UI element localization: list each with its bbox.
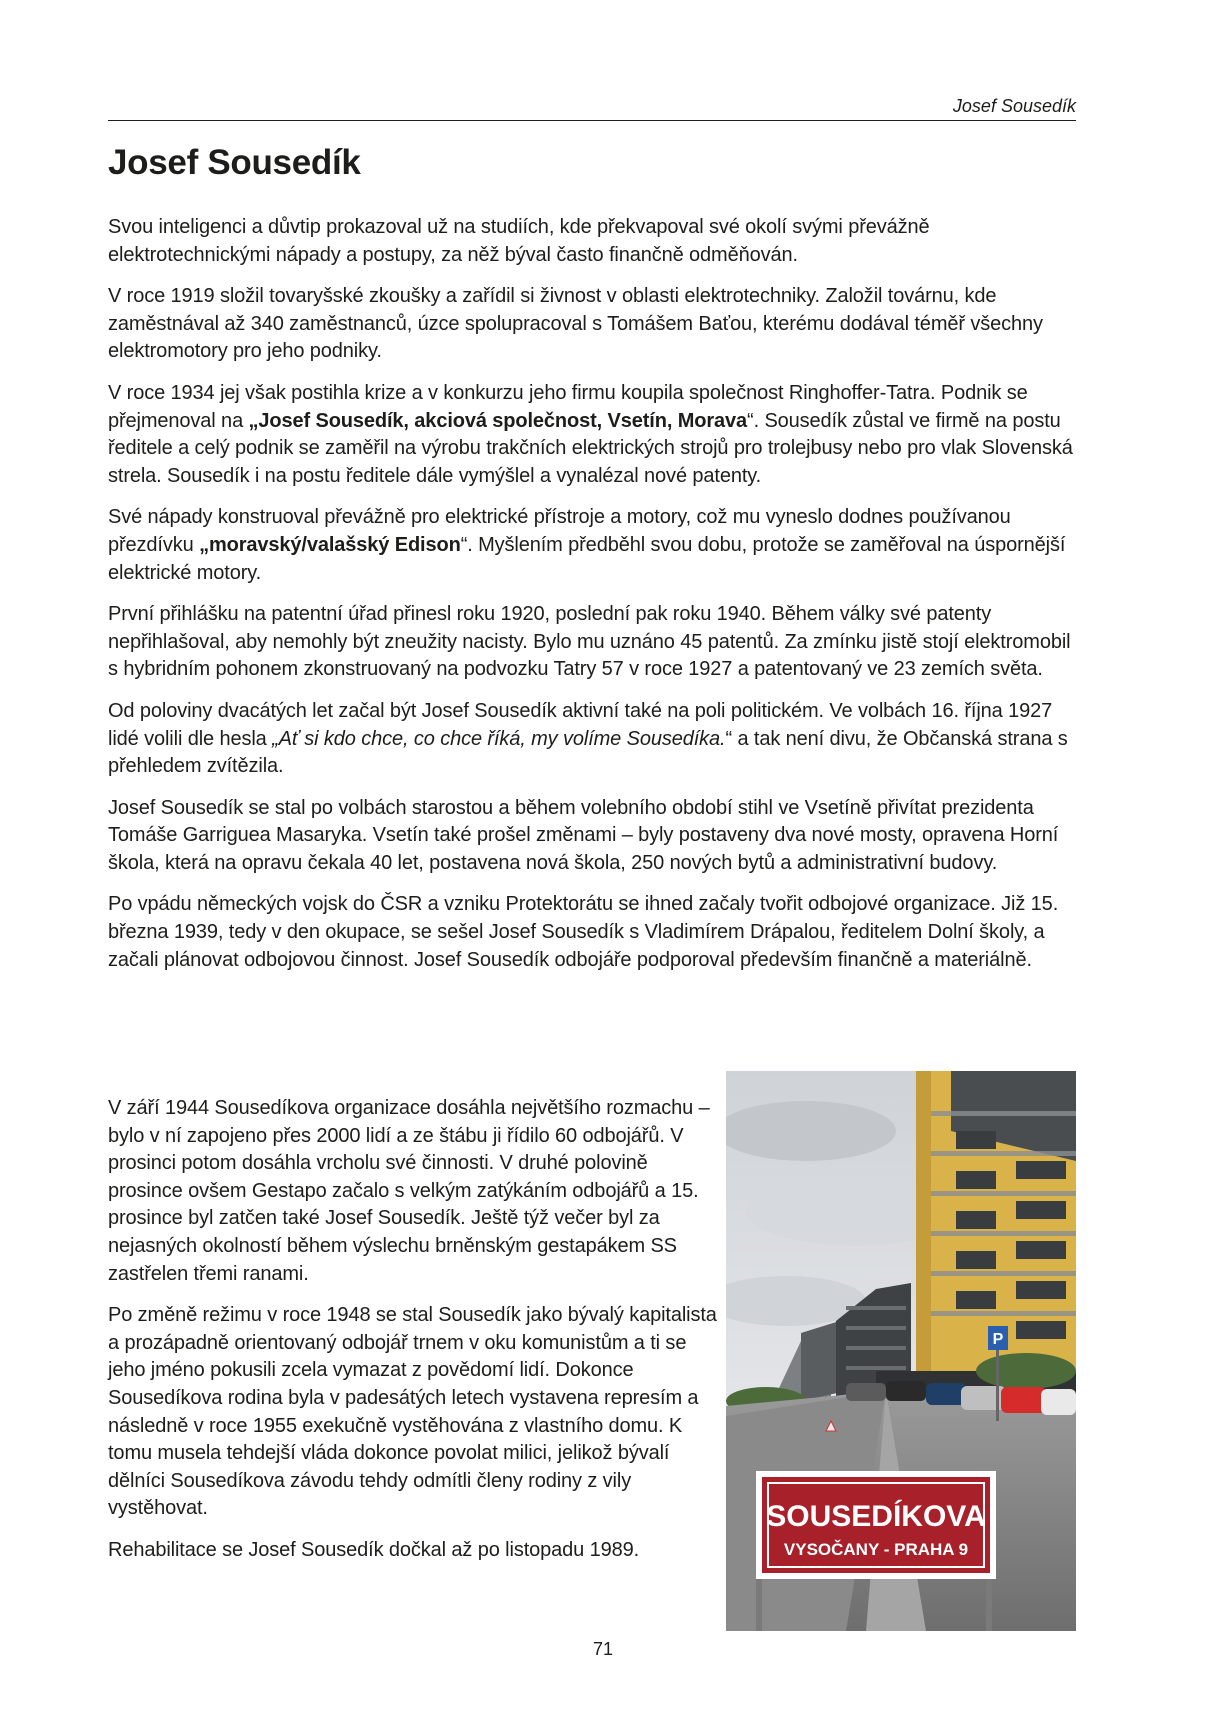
- paragraph-3: [108, 380, 1083, 490]
- page-number: 71: [592, 1639, 614, 1659]
- street-sign-district: VYSOČANY - PRAHA 9: [783, 1540, 969, 1559]
- paragraph-4-text-a: Své nápady konstruoval převážně pro elektrické přístroje a motory, což mu vyneslo dodnes používanou přezdívku: [108, 506, 1011, 556]
- paragraph-11: Rehabilitace se Josef Sousedík dočkal až po listopadu 1989.: [108, 1538, 640, 1561]
- nickname-bold: „moravský/valašský Edison: [199, 533, 461, 556]
- header-rule: [108, 120, 1076, 121]
- paragraph-6-text-b: “ a tak není divu, že Občanská strana s přehledem zvítězila.: [108, 727, 1068, 778]
- street-sign-name: SOUSEDÍKOVA: [766, 1500, 986, 1533]
- paragraph-9: V září 1944 Sousedíkova organizace dosáhla největšího rozmachu – bylo v ní zapojeno přes 2000 lidí a ze štábu ji řídilo 60 odbojářů. V prosinci potom dosáhla vrcholu své činnosti. V druhé polovině prosince ovšem Gestapo začalo s velkým zatýkáním odbojářů a 15. prosince byl zatčen také Josef Sousedík. Ještě týž večer byl za nejasných okolností během výslechu brněnským gestapákem SS zastřelen třemi ranami.: [108, 1097, 710, 1285]
- paragraph-6: [108, 698, 1083, 781]
- paragraph-3-text-a: V roce 1934 jej však postihla krize a v konkurzu jeho firmu koupila společnost Ringhoffer-Tatra. Podnik se přejmenoval na: [108, 381, 1028, 432]
- election-slogan-italic: „Ať si kdo chce, co chce říká, my volíme Sousedíka.: [272, 727, 726, 750]
- paragraph-7: Josef Sousedík se stal po volbách starostou a během volebního období stihl ve Vsetíně přivítat prezidenta Tomáše Garriguea Masaryka. Vsetín také prošel změnami – byly postaveny dva nové mosty, opravena Horní škola, která na opravu čekala 40 let, postavena nová škola, 250 nových bytů a administrativní budovy.: [108, 796, 1059, 874]
- paragraph-10: Po změně režimu v roce 1948 se stal Sousedík jako bývalý kapitalista a prozápadně orientovaný odbojář trnem v oku komunistům a ti se jeho jméno pokusili zcela vymazat z povědomí lidí. Dokonce Sousedíkova rodina byla v padesátých letech vystavena represím a následně v roce 1955 exekučně vystěhována z vlastního domu. K tomu musela tehdejší vláda dokonce povolat milici, jelikož bývalí dělníci Sousedíkova závodu tehdy odmítli členy rodiny z vily vystěhovat.: [108, 1304, 717, 1520]
- paragraph-5: První přihlášku na patentní úřad přinesl roku 1920, poslední pak roku 1940. Během války své patenty nepřihlašoval, aby nemohly být zneužity nacisty. Bylo mu uznáno 45 patentů. Za zmínku jistě stojí elektromobil s hybridním pohonem zkonstruovaný na podvozku Tatry 57 v roce 1927 a patentovaný ve 23 zemích světa.: [108, 603, 1071, 681]
- paragraph-4-text-b: “. Myšlením předběhl svou dobu, protože se zaměřoval na úspornější elektrické motory.: [108, 533, 1066, 584]
- street-photo: [726, 1071, 1076, 1631]
- paragraph-6-text-a: Od poloviny dvacátých let začal být Josef Sousedík aktivní také na poli politickém. Ve volbách 16. října 1927 lidé volili dle hesla: [108, 699, 1053, 750]
- paragraph-2: V roce 1919 složil tovaryšské zkoušky a zařídil si živnost v oblasti elektrotechniky. Založil továrnu, kde zaměstnával až 340 zaměstnanců, úzce spolupracoval s Tomášem Baťou, kterému dodával téměř všechny elektromotory pro jeho podniky.: [108, 285, 1043, 363]
- paragraph-8: Po vpádu německých vojsk do ČSR a vzniku Protektorátu se ihned začaly tvořit odbojové organizace. Již 15. března 1939, tedy v den okupace, se sešel Josef Sousedík s Vladimírem Drápalou, ředitelem Dolní školy, a začali plánovat odbojovou činnost. Josef Sousedík odbojáře podporoval především finančně a materiálně.: [108, 893, 1059, 971]
- running-header: Josef Sousedík: [952, 96, 1076, 116]
- article-title: Josef Sousedík: [108, 143, 361, 182]
- paragraph-4: [108, 504, 1083, 587]
- narrow-column: [108, 1095, 718, 1579]
- paragraph-3-text-b: “. Sousedík zůstal ve firmě na postu ředitele a celý podnik se zaměřil na výrobu trakčních elektrických strojů pro trolejbusy nebo pro vlak Slovenská strela. Sousedík i na postu ředitele dále vymýšlel a vynalézal nové patenty.: [108, 409, 1073, 487]
- company-name-bold: „Josef Sousedík, akciová společnost, Vsetín, Morava: [248, 409, 748, 432]
- article-body: [108, 214, 1083, 988]
- parking-sign-letter: P: [992, 1331, 1004, 1348]
- paragraph-1: Svou inteligenci a důvtip prokazoval už na studiích, kde překvapoval své okolí svými převážně elektrotechnickými nápady a postupy, za něž býval často finančně odměňován.: [108, 216, 930, 266]
